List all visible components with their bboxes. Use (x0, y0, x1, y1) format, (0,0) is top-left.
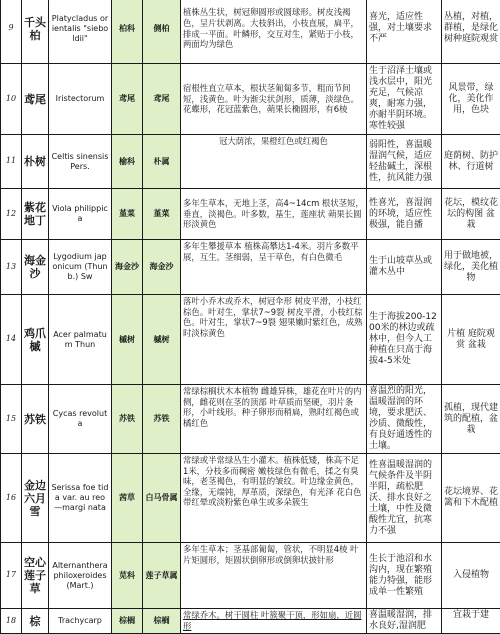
table-row (1, 543, 500, 609)
genus-cell: 侧柏 (143, 0, 181, 64)
genus-cell: 鸢尾 (143, 64, 181, 135)
latin-name: Lygodium japonicum (Thunb.) Sw (49, 240, 112, 295)
table-row (1, 295, 500, 385)
description-cell: 多年生草本；茎基部匍匐，管状，不明显4棱 叶片矩圆形，矩圆状倒卵形或倒卵状披针形 (181, 543, 367, 609)
family-cell: 海金沙 (112, 240, 143, 295)
environment-cell: 喜光，适应性强，对土壤要求不严 (367, 0, 442, 64)
row-number: 9 (1, 0, 22, 64)
use-cell: 入侵植物 (442, 543, 500, 609)
table-row (1, 385, 500, 454)
family-cell: 鸢尾 (112, 64, 143, 135)
latin-name: Iristectorum (49, 64, 112, 135)
family-cell: 堇菜 (112, 189, 143, 240)
genus-cell: 槭树 (143, 295, 181, 385)
family-cell: 槭树 (112, 295, 143, 385)
description-cell: 多年生草本，无地上茎，高4~14cm 根状茎短，垂直，淡褐色。叶多数，基生，莲座状 蒴果长圆形淡黄色 (181, 189, 367, 240)
use-cell: 片植 庭院观赏 盆栽 (442, 295, 500, 385)
use-cell: 宜栽于建 (442, 609, 500, 634)
latin-name: Trachycarp (49, 609, 112, 634)
plant-name: 紫花地丁 (22, 189, 49, 240)
environment-cell: 生于山坡草丛或灌木丛中 (367, 240, 442, 295)
use-cell: 丛植，对植，群植，是绿化树种庭院观赏 (442, 0, 500, 64)
environment-cell: 弱阳性，喜温暖湿润气候，适应轻盐碱土，深根性，抗风能力强 (367, 135, 442, 189)
use-cell: 用于做地被，绿化，美化植物 (442, 240, 500, 295)
genus-cell: 莲子草属 (143, 543, 181, 609)
row-number: 14 (1, 295, 22, 385)
family-cell: 榆科 (112, 135, 143, 189)
environment-cell: 生于海拔200-1200米的林边或疏林中，但今人工种植在只高于海拔4-5米处 (367, 295, 442, 385)
environment-cell: 性喜光，喜湿润的环境，适应性极强，能自播 (367, 189, 442, 240)
latin-name: Serissa foe tida var. au reo—margi nata (49, 454, 112, 543)
plant-name: 空心莲子草 (22, 543, 49, 609)
genus-cell: 苏铁 (143, 385, 181, 454)
row-number: 17 (1, 543, 22, 609)
latin-name: Cycas revoluta (49, 385, 112, 454)
description-cell: 多年生攀援草本 植株高攀达1-4米。羽片多数平展，互生。茎细弱，呈干草色，有白色微毛 (181, 240, 367, 295)
table-row (1, 189, 500, 240)
row-number: 13 (1, 240, 22, 295)
row-number: 16 (1, 454, 22, 543)
family-cell: 苋科 (112, 543, 143, 609)
row-number: 10 (1, 64, 22, 135)
use-cell: 庭荫树、防护林、行道树 (442, 135, 500, 189)
environment-cell: 性喜温暖湿润的气候条件及半阴半阳，疏松肥沃、排水良好之土壤，中性及微酸性尤宜，抗寒力不强 (367, 454, 442, 543)
plant-name: 苏铁 (22, 385, 49, 454)
description-cell: 常绿棕榈状木本植物 雌雄异株，雄花在叶片的内侧，雌花则在茎的顶部 叶草质而坚硬，羽片条形，小叶线形。种子卵形而稍扁，熟时红褐色或橘红色 (181, 385, 367, 454)
genus-cell: 海金沙 (143, 240, 181, 295)
table-row (1, 0, 500, 64)
description-cell: 植株丛生状，树冠卵圆形或圆球形。树皮浅褐色，呈片状剥离。大枝斜出，小枝直展，扁平，排成一平面。叶鳞形，交互对生，紧贴于小枝，两面均为绿色 (181, 0, 367, 64)
table-row (1, 609, 500, 634)
plant-name: 棕 (22, 609, 49, 634)
environment-cell: 生于沼泽土壤或浅水层中，阳光充足，气候凉爽，耐寒力强，亦耐半阴环境。寒性较强 (367, 64, 442, 135)
family-cell: 棕榈 (112, 609, 143, 634)
table-row (1, 135, 500, 189)
row-number: 11 (1, 135, 22, 189)
latin-name: Acer palmatum Thun (49, 295, 112, 385)
family-cell: 柏科 (112, 0, 143, 64)
plant-name: 金边六月雪 (22, 454, 49, 543)
use-cell: 孤植，现代建筑的配植，盆栽 (442, 385, 500, 454)
table-row (1, 454, 500, 543)
description-cell: 常绿乔木。树干圆柱 叶簇聚干顶，形如扇，近圆形 (181, 609, 367, 634)
family-cell: 茜草 (112, 454, 143, 543)
plant-name: 海金沙 (22, 240, 49, 295)
genus-cell: 堇菜 (143, 189, 181, 240)
plant-name: 千头柏 (22, 0, 49, 64)
description-cell: 宿根性直立草本，根状茎匍匐多节，粗而节间短，浅黄色。叶为渐尖状剑形，质薄，淡绿色。花蝶形，花冠蓝紫色，蒴果长椭圆形，有6棱 (181, 64, 367, 135)
latin-name: Alternanthera philoxeroides (Mart.) (49, 543, 112, 609)
genus-cell: 棕榈 (143, 609, 181, 634)
row-number: 18 (1, 609, 22, 634)
plant-name: 鸡爪槭 (22, 295, 49, 385)
genus-cell: 朴属 (143, 135, 181, 189)
description-cell: 常绿或半常绿丛生小灌木。植株低矮，株高不足1米，分枝多而稠密 嫩枝绿色有微毛，揉之有臭味，老茎褐色，有明显的皱纹。叶边缘金黄色，全缘，无端钝，厚革质，深绿色，有光泽 花白色带红晕或淡粉紫色单生或多朵簇生 (181, 454, 367, 543)
use-cell: 花坛境界、花篱和下木配植 (442, 454, 500, 543)
latin-name: Platycladus orientalis "sieboldii" (49, 0, 112, 64)
table-row (1, 64, 500, 135)
description-cell: 落叶小乔木或乔木，树冠伞形 树皮平滑，小枝红棕色。叶对生，掌状7~9裂 树皮平滑，小枝红棕色。叶对生，掌状7~9裂 翅果嫩时紫红色，成熟时淡棕黄色 (181, 295, 367, 385)
environment-cell: 喜温暖湿润，排水良好,湿润肥 (367, 609, 442, 634)
latin-name: Viola philippic a (49, 189, 112, 240)
row-number: 12 (1, 189, 22, 240)
environment-cell: 生长于池沼和水沟内，现在繁殖能力特强，能形成单一性繁殖 (367, 543, 442, 609)
table-row (1, 240, 500, 295)
environment-cell: 喜温烈的阳光，温暖湿润的环境，要求肥沃、沙质、微酸性，有良好通透性的土壤。 (367, 385, 442, 454)
use-cell: 风景带，绿化，美化作用，色块 (442, 64, 500, 135)
row-number: 15 (1, 385, 22, 454)
latin-name: Celtis sinensis Pers. (49, 135, 112, 189)
plant-name: 鸢尾 (22, 64, 49, 135)
plant-name: 朴树 (22, 135, 49, 189)
family-cell: 苏铁 (112, 385, 143, 454)
genus-cell: 白马骨属 (143, 454, 181, 543)
description-cell: 冠大荫浓，果橙红色或红褐色 (181, 135, 367, 189)
use-cell: 花坛，模纹花坛的构图 盆栽 (442, 189, 500, 240)
